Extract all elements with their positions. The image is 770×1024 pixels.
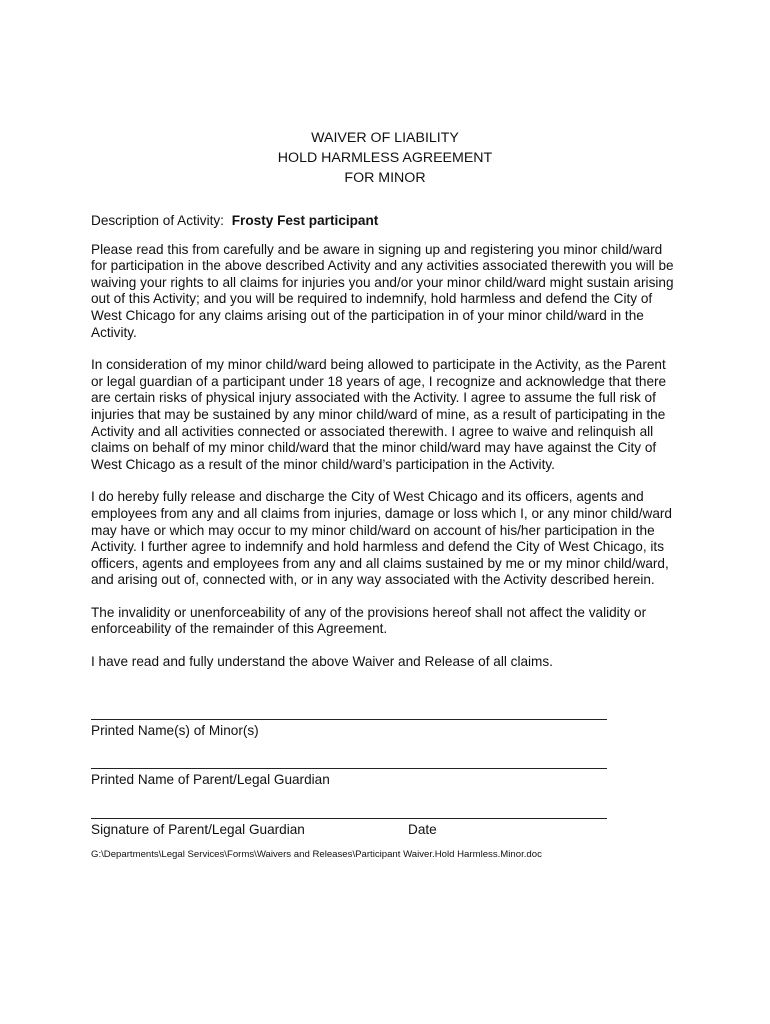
activity-description-label: Description of Activity: [91, 213, 224, 228]
document-title [0, 128, 770, 188]
minor-name-line[interactable] [91, 719, 607, 720]
guardian-name-field[interactable] [91, 768, 607, 789]
file-path-footer: G:\Departments\Legal Services\Forms\Waivers and Releases\Participant Waiver.Hold Harmless.Minor.doc [91, 849, 542, 860]
paragraph-severability: The invalidity or unenforceability of any of the provisions hereof shall not affect the validity or enforceability of the remainder of this Agreement. [91, 604, 647, 637]
activity-description [91, 213, 681, 230]
guardian-signature-field[interactable] [91, 818, 607, 839]
guardian-signature-line[interactable] [91, 818, 607, 819]
signature-label-row [91, 821, 607, 839]
title-line-3: FOR MINOR [344, 170, 426, 186]
minor-name-label: Printed Name(s) of Minor(s) [91, 723, 259, 738]
paragraph-consideration: In consideration of my minor child/ward being allowed to participate in the Activity, as the Parent or legal guardian of a participant under 18 years of age, I recognize and acknowledge that there are certain risks of physical injury associated with the Activity. I agree to assume the full risk of injuries that may be sustained by any minor child/ward of mine, as a result of participating in the Activity and all activities connected or associated therewith. I agree to waive and relinquish all claims on behalf of my minor child/ward that the minor child/ward may have against the City of West Chicago as a result of the minor child/ward’s participation in the Activity. [91, 357, 667, 472]
guardian-signature-label: Signature of Parent/Legal Guardian [91, 822, 305, 837]
paragraph-release: I do hereby fully release and discharge the City of West Chicago and its officers, agents and employees from any and all claims from injuries, damage or loss which I, or any minor child/ward may have or which may occur to my minor child/ward on account of his/her participation in the Activity. I further agree to indemnify and hold harmless and defend the City of West Chicago, its officers, agents and employees from any and all claims sustained by me or my minor child/ward, and arising out of, connected with, or in any way associated with the Activity described herein. [91, 489, 672, 588]
guardian-name-line[interactable] [91, 768, 607, 769]
document-body [91, 213, 681, 671]
date-label: Date [408, 822, 437, 837]
title-line-2: HOLD HARMLESS AGREEMENT [277, 150, 493, 166]
paragraph-notice: Please read this from carefully and be aware in signing up and registering you minor child/ward for participation in the above described Activity and any activities associated therewith you will be waiving your rights to all claims for injuries you and/or your minor child/ward might sustain arising out of this Activity; and you will be required to indemnify, hold harmless and defend the City of West Chicago for any claims arising out of the participation in of your minor child/ward in the Activity. [91, 241, 674, 340]
minor-name-field[interactable] [91, 719, 607, 740]
guardian-name-label: Printed Name of Parent/Legal Guardian [91, 772, 330, 787]
activity-description-value: Frosty Fest participant [231, 213, 379, 228]
acknowledgement: I have read and fully understand the above Waiver and Release of all claims. [91, 654, 553, 670]
title-line-1: WAIVER OF LIABILITY [311, 130, 459, 146]
